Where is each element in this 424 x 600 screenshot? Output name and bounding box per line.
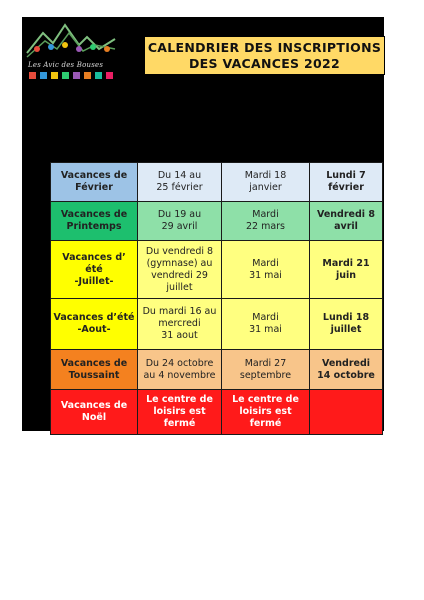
ext-line: avril bbox=[334, 221, 358, 232]
registration-open-cell bbox=[222, 350, 310, 390]
label-line: Vacances de bbox=[60, 170, 128, 181]
open-line: Mardi bbox=[252, 257, 279, 269]
registration-open-cell bbox=[222, 202, 310, 241]
calendar-row bbox=[51, 163, 383, 202]
registration-external-cell bbox=[310, 299, 383, 350]
page-title bbox=[144, 36, 385, 75]
logo-text: Les Avic des Bouses bbox=[28, 61, 104, 69]
holiday-dates-cell bbox=[138, 390, 222, 435]
dates-line: vendredi 29 bbox=[151, 269, 208, 281]
registration-open-cell bbox=[222, 241, 310, 299]
ext-line: Mardi 21 bbox=[322, 257, 370, 269]
logo-square bbox=[95, 72, 102, 79]
period-label-cell bbox=[51, 350, 138, 390]
dates-line: mercredi bbox=[158, 318, 201, 329]
dates-line: au 4 novembre bbox=[143, 369, 216, 381]
period-label-cell bbox=[51, 202, 138, 241]
open-line: septembre bbox=[239, 369, 292, 381]
dates-line: (gymnase) au bbox=[146, 257, 213, 269]
open-line: Mardi bbox=[252, 312, 279, 323]
period-label-cell bbox=[51, 299, 138, 350]
open-line: Mardi 27 bbox=[244, 357, 287, 369]
holiday-dates-cell bbox=[138, 350, 222, 390]
registration-calendar-table bbox=[50, 162, 383, 435]
logo-square bbox=[51, 72, 58, 79]
period-label-cell bbox=[51, 163, 138, 202]
open-line: 31 mai bbox=[249, 324, 282, 335]
label-line: -Juillet- bbox=[74, 275, 114, 287]
period-label-cell bbox=[51, 390, 138, 435]
holiday-dates-cell bbox=[138, 241, 222, 299]
calendar-row bbox=[51, 241, 383, 299]
open-line: Mardi 18 bbox=[244, 170, 287, 181]
label-line: Printemps bbox=[66, 221, 122, 232]
dates-line: 29 avril bbox=[161, 221, 198, 232]
calendar-row bbox=[51, 390, 383, 435]
logo-square bbox=[40, 72, 47, 79]
registration-external-cell bbox=[310, 202, 383, 241]
logo bbox=[25, 19, 117, 81]
mountain-logo-icon bbox=[25, 19, 117, 63]
calendar-row bbox=[51, 299, 383, 350]
ext-line: Vendredi bbox=[321, 357, 371, 369]
ext-line: février bbox=[328, 182, 364, 193]
ext-line: Vendredi 8 bbox=[317, 209, 375, 220]
dates-line: juillet bbox=[166, 281, 193, 293]
label-line: Vacances d’ été bbox=[62, 251, 126, 275]
logo-square bbox=[84, 72, 91, 79]
title-line-1: CALENDRIER DES INSCRIPTIONS bbox=[147, 39, 382, 55]
logo-color-squares bbox=[29, 72, 113, 79]
label-line: Vacances de bbox=[60, 400, 128, 411]
logo-square bbox=[29, 72, 36, 79]
ext-line: Lundi 7 bbox=[326, 170, 366, 181]
label-line: Vacances de bbox=[60, 209, 128, 220]
document-panel bbox=[22, 17, 384, 431]
dates-line: Du 24 octobre bbox=[145, 357, 214, 369]
ext-line: 14 octobre bbox=[317, 369, 375, 381]
dates-line: Du mardi 16 au bbox=[142, 306, 217, 317]
logo-square bbox=[62, 72, 69, 79]
logo-square bbox=[73, 72, 80, 79]
ext-line: Lundi 18 bbox=[322, 312, 370, 323]
label-line: Février bbox=[75, 182, 113, 193]
open-line: 31 mai bbox=[249, 269, 282, 281]
dates-line: 31 aout bbox=[161, 330, 198, 341]
registration-external-cell bbox=[310, 163, 383, 202]
label-line: Noël bbox=[81, 412, 107, 423]
holiday-dates-cell bbox=[138, 299, 222, 350]
registration-open-cell bbox=[222, 163, 310, 202]
registration-external-cell bbox=[310, 390, 383, 435]
open-line: 22 mars bbox=[245, 221, 286, 232]
open-line: loisirs est fermé bbox=[239, 406, 292, 429]
label-line: Vacances d’été bbox=[53, 312, 135, 323]
open-line: Mardi bbox=[252, 209, 279, 220]
label-line: Toussaint bbox=[68, 369, 120, 381]
registration-open-cell bbox=[222, 390, 310, 435]
ext-line: juin bbox=[335, 269, 357, 281]
label-line: -Aout- bbox=[77, 324, 111, 335]
registration-open-cell bbox=[222, 299, 310, 350]
open-line: janvier bbox=[249, 182, 282, 193]
dates-line: loisirs est fermé bbox=[153, 406, 206, 429]
dates-line: Du 14 au bbox=[157, 170, 202, 181]
dates-line: Du vendredi 8 bbox=[145, 245, 214, 257]
calendar-row bbox=[51, 202, 383, 241]
dates-line: Du 19 au bbox=[157, 209, 202, 220]
period-label-cell bbox=[51, 241, 138, 299]
open-line: Le centre de bbox=[232, 394, 299, 405]
registration-external-cell bbox=[310, 241, 383, 299]
registration-external-cell bbox=[310, 350, 383, 390]
label-line: Vacances de bbox=[60, 357, 128, 369]
title-line-2: DES VACANCES 2022 bbox=[188, 55, 341, 71]
dates-line: Le centre de bbox=[146, 394, 213, 405]
ext-line: juillet bbox=[330, 324, 362, 335]
calendar-row bbox=[51, 350, 383, 390]
logo-square bbox=[106, 72, 113, 79]
dates-line: 25 février bbox=[156, 182, 203, 193]
holiday-dates-cell bbox=[138, 163, 222, 202]
holiday-dates-cell bbox=[138, 202, 222, 241]
